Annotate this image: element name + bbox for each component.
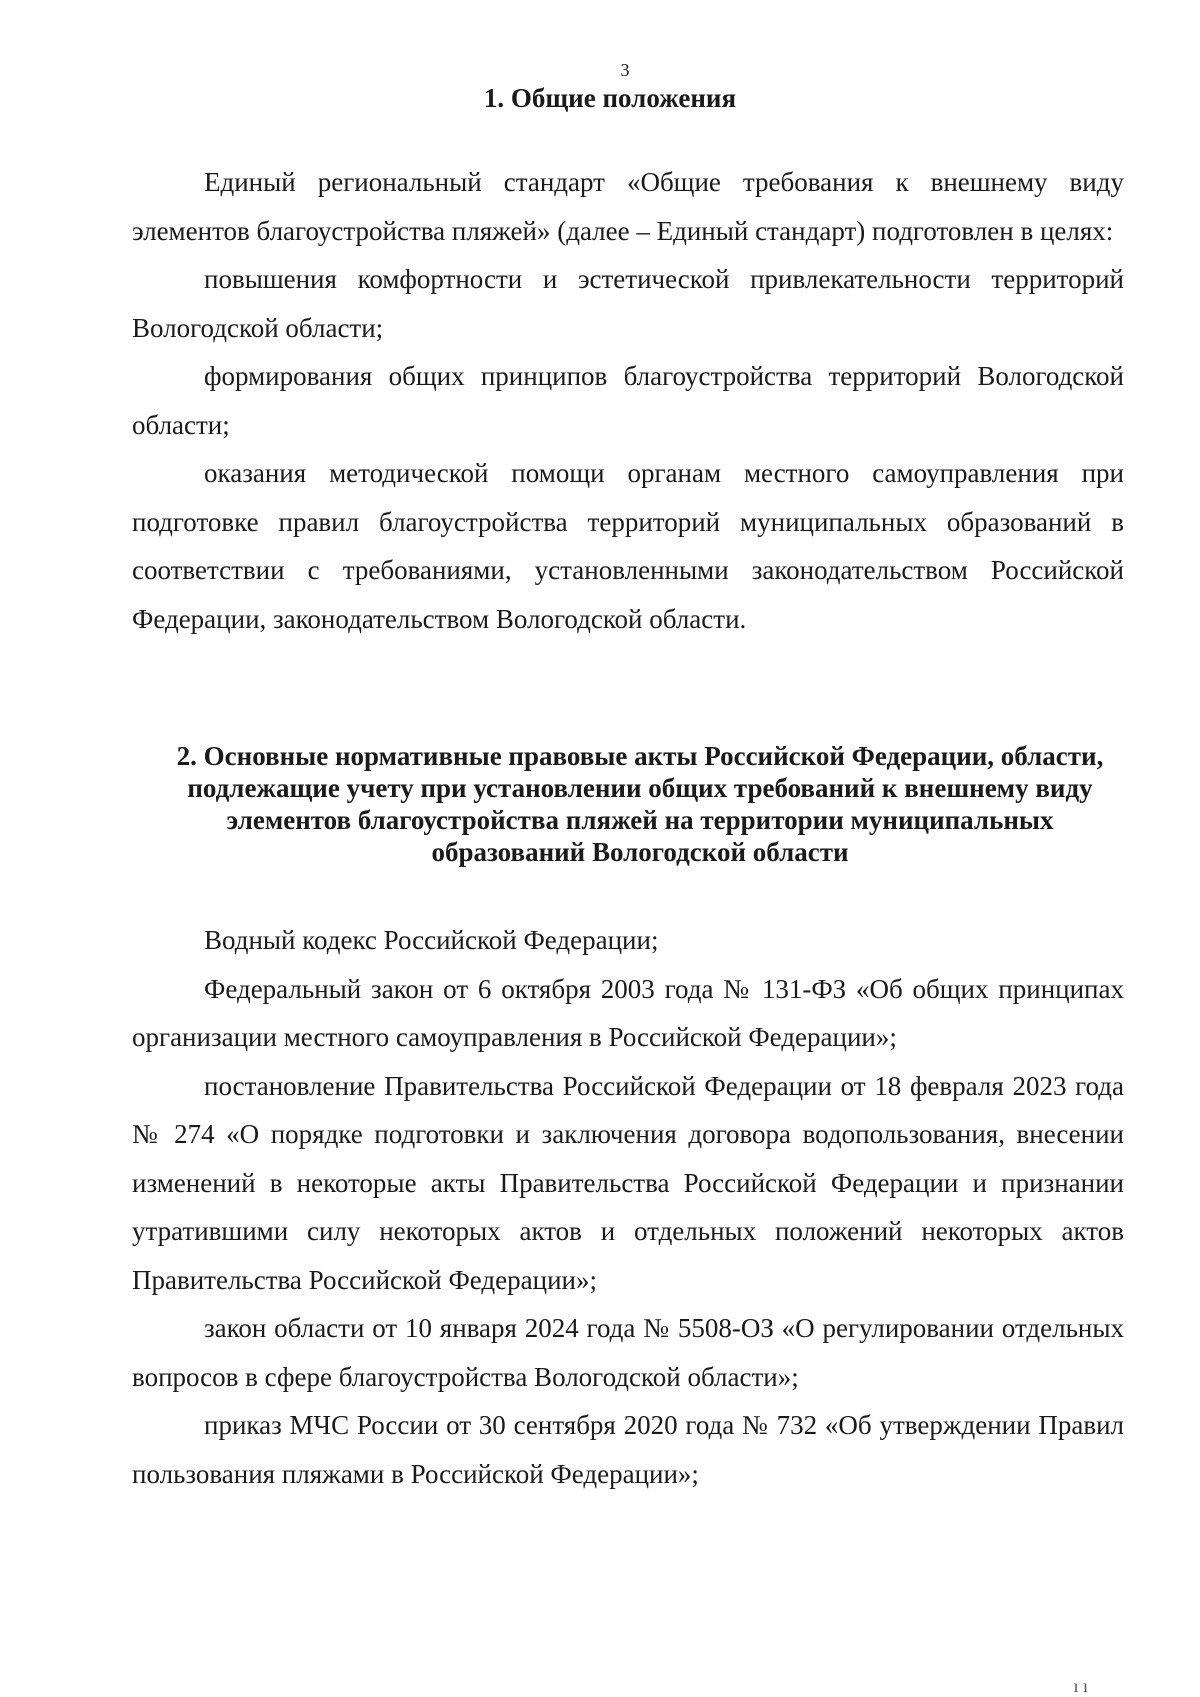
section-1-paragraph: оказания методической помощи органам местного самоуправления при подготовке правил благоустройства территорий муниципальных образований в соответствии с требованиями, установленными законодательством Российской Федерации, законодательством Вологодской области. — [132, 458, 1124, 634]
section-2-body — [132, 916, 1124, 1498]
section-2-paragraph: постановление Правительства Российской Федерации от 18 февраля 2023 года № 274 «О порядке подготовки и заключения договора водопользования, внесении изменений в некоторые акты Правительства Российской Федерации и признании утратившими силу некоторых актов и отдельных положений некоторых актов Правительства Российской Федерации»; — [132, 1070, 1124, 1295]
page-number: 3 — [620, 60, 630, 80]
section-1-body — [132, 158, 1124, 643]
section-1-title: 1. Общие положения — [483, 83, 737, 113]
section-2-paragraph: приказ МЧС России от 30 сентября 2020 года № 732 «Об утверждении Правил пользования пляжами в Российской Федерации»; — [132, 1410, 1124, 1489]
scan-mark: ı ı — [1073, 1676, 1088, 1696]
section-1-paragraph: Единый региональный стандарт «Общие требования к внешнему виду элементов благоустройства пляжей» (далее – Единый стандарт) подготовлен в целях: — [132, 167, 1124, 246]
section-2-paragraph: Водный кодекс Российской Федерации; — [204, 925, 659, 955]
section-1-paragraph: повышения комфортности и эстетической привлекательности территорий Вологодской области; — [132, 264, 1124, 343]
section-2-title: 2. Основные нормативные правовые акты Российской Федерации, области, подлежащие учету при установлении общих требований к внешнему виду элементов благоустройства пляжей на территории муниципальных образований Вологодской области — [176, 741, 1104, 867]
section-2-paragraph: Федеральный закон от 6 октября 2003 года № 131-ФЗ «Об общих принципах организации местного самоуправления в Российской Федерации»; — [132, 973, 1124, 1052]
section-1-paragraph: формирования общих принципов благоустройства территорий Вологодской области; — [132, 361, 1124, 440]
section-2-paragraph: закон области от 10 января 2024 года № 5508-ОЗ «О регулировании отдельных вопросов в сфере благоустройства Вологодской области»; — [132, 1313, 1124, 1392]
